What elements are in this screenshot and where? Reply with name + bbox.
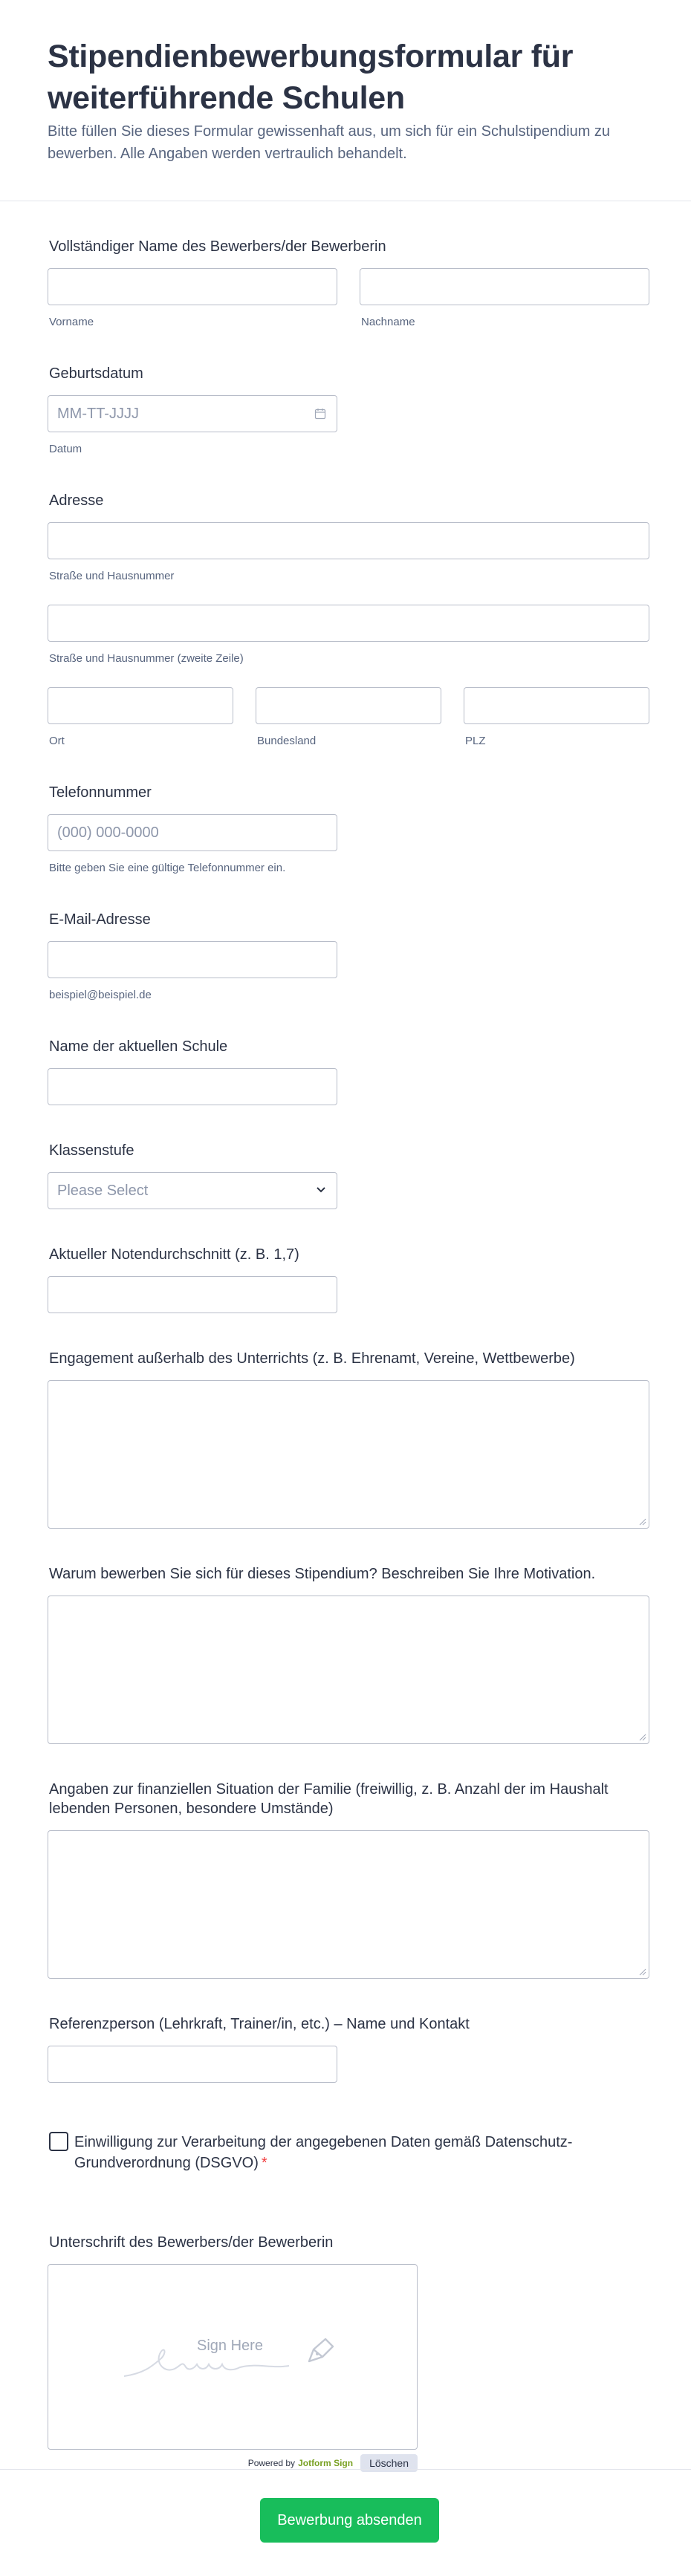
signature-pad[interactable] (48, 2264, 418, 2450)
question-school (48, 1037, 643, 1105)
birth-date-sublabel: Datum (49, 443, 82, 455)
birth-date-label: Geburtsdatum (49, 365, 143, 382)
gpa-input[interactable] (48, 1276, 337, 1313)
phone-input[interactable] (48, 814, 337, 851)
address-label: Adresse (49, 492, 104, 509)
question-reference (48, 2014, 643, 2083)
school-input[interactable] (48, 1068, 337, 1105)
question-engagement (48, 1349, 643, 1529)
consent-text: Einwilligung zur Verarbeitung der angegebenen Daten gemäß Datenschutz-Grundverordnung (DSGVO) (74, 2134, 573, 2171)
grade-placeholder: Please Select (57, 1182, 149, 1199)
resize-handle-icon[interactable] (639, 1734, 646, 1741)
form-footer (0, 2469, 691, 2576)
signature-label: Unterschrift des Bewerbers/der Bewerberin (49, 2234, 334, 2251)
street-sublabel: Straße und Hausnummer (49, 570, 175, 582)
resize-handle-icon[interactable] (639, 1968, 646, 1976)
state-sublabel: Bundesland (257, 735, 317, 747)
zip-sublabel: PLZ (465, 735, 486, 747)
phone-sublabel: Bitte geben Sie eine gültige Telefonnummer ein. (49, 862, 286, 874)
grade-select[interactable] (48, 1172, 337, 1209)
state-input[interactable] (256, 687, 441, 724)
form-description: Bitte füllen Sie dieses Formular gewissenhaft aus, um sich für ein Schulstipendium zu bewerben. Alle Angaben werden vertraulich behandelt. (48, 123, 611, 162)
reference-label: Referenzperson (Lehrkraft, Trainer/in, etc.) – Name und Kontakt (49, 2016, 470, 2032)
chevron-down-icon (316, 1186, 326, 1194)
consent-checkbox[interactable] (49, 2132, 68, 2151)
birth-date-input[interactable] (48, 395, 337, 432)
resize-handle-icon[interactable] (639, 1518, 646, 1526)
phone-placeholder: (000) 000-0000 (57, 824, 159, 841)
pen-icon (305, 2336, 336, 2364)
question-grade (48, 1141, 643, 1209)
question-phone (48, 783, 643, 874)
phone-label: Telefonnummer (49, 784, 152, 801)
engagement-textarea[interactable] (48, 1380, 649, 1529)
form-header (0, 0, 691, 201)
finance-textarea[interactable] (48, 1830, 649, 1979)
jotform-sign-brand: Jotform Sign (298, 2458, 354, 2468)
question-consent (48, 2132, 643, 2173)
zip-input[interactable] (464, 687, 649, 724)
required-mark: * (261, 2155, 267, 2171)
city-input[interactable] (48, 687, 233, 724)
email-sublabel: beispiel@beispiel.de (49, 989, 152, 1001)
engagement-label: Engagement außerhalb des Unterrichts (z. B. Ehrenamt, Vereine, Wettbewerbe) (49, 1350, 575, 1367)
motivation-label: Warum bewerben Sie sich für dieses Stipendium? Beschreiben Sie Ihre Motivation. (49, 1566, 596, 1582)
form-body (0, 201, 691, 2472)
question-birth-date (48, 364, 643, 455)
full-name-label: Vollständiger Name des Bewerbers/der Bewerberin (49, 238, 386, 255)
first-name-sublabel: Vorname (49, 316, 94, 328)
city-sublabel: Ort (49, 735, 65, 747)
signature-placeholder: Sign Here (197, 2338, 263, 2354)
question-motivation (48, 1564, 643, 1744)
email-input[interactable] (48, 941, 337, 978)
street2-input[interactable] (48, 605, 649, 642)
consent-label[interactable] (74, 2132, 643, 2173)
email-label: E-Mail-Adresse (49, 911, 151, 928)
street2-sublabel: Straße und Hausnummer (zweite Zeile) (49, 652, 244, 665)
first-name-input[interactable] (48, 268, 337, 305)
question-address (48, 491, 643, 747)
reference-input[interactable] (48, 2046, 337, 2083)
school-label: Name der aktuellen Schule (49, 1038, 228, 1055)
question-gpa (48, 1245, 643, 1313)
calendar-icon[interactable] (314, 408, 326, 420)
street-input[interactable] (48, 522, 649, 559)
birth-date-placeholder: MM-TT-JJJJ (57, 405, 139, 422)
question-finance (48, 1780, 643, 1979)
submit-button[interactable]: Bewerbung absenden (260, 2498, 439, 2543)
question-full-name (48, 237, 643, 328)
clear-signature-button[interactable]: Löschen (360, 2454, 418, 2472)
motivation-textarea[interactable] (48, 1596, 649, 1744)
finance-label: Angaben zur finanziellen Situation der Familie (freiwillig, z. B. Anzahl der im Haushalt lebenden Personen, besondere Umstände) (49, 1781, 609, 1817)
form-title: Stipendienbewerbungsformular für weiterführende Schulen (48, 39, 574, 116)
question-email (48, 910, 643, 1001)
last-name-input[interactable] (360, 268, 649, 305)
question-signature (48, 2233, 643, 2472)
powered-by-text: Powered by (247, 2458, 296, 2468)
grade-label: Klassenstufe (49, 1142, 134, 1159)
last-name-sublabel: Nachname (361, 316, 415, 328)
gpa-label: Aktueller Notendurchschnitt (z. B. 1,7) (49, 1246, 299, 1263)
